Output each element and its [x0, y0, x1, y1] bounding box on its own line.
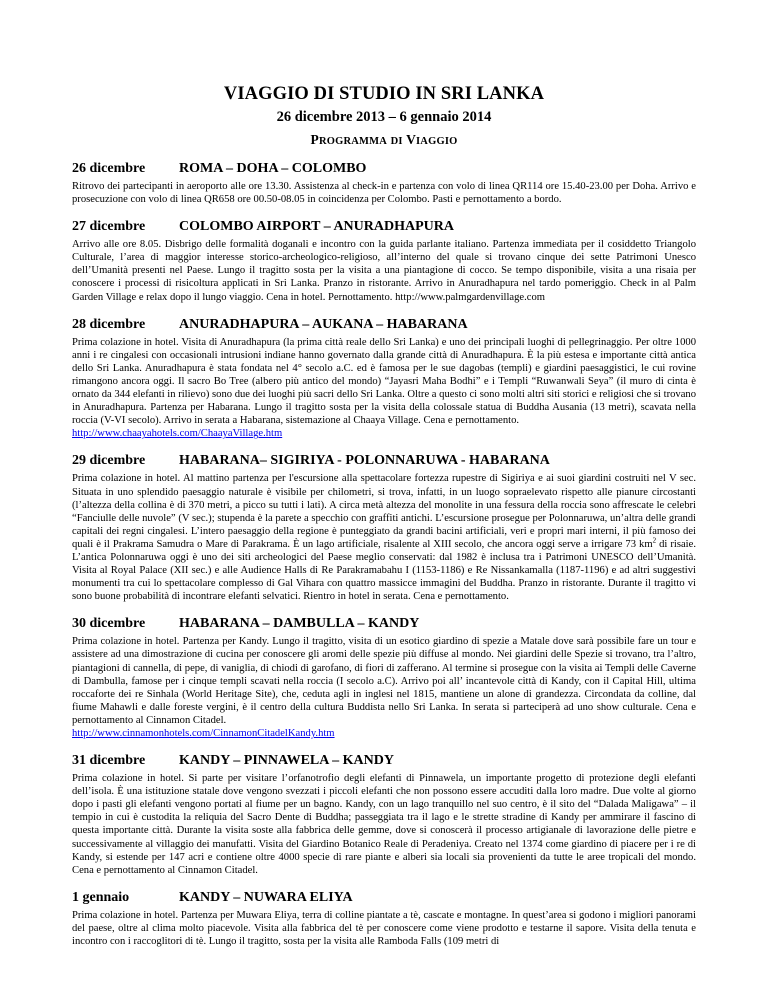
day-description: [72, 336, 696, 441]
day-section-30-dicembre: [72, 615, 696, 740]
day-description: Prima colazione in hotel. Si parte per visitare l’orfanotrofio degli elefanti di Pinnawela, un importante progetto di protezione degli elefanti dell’isola. È una istituzione statale dove vengono svezzati i piccoli elefanti che non possono essere accuditi dalla loro madre. Due volte al giorno dopo i pasti gli elefanti vengono portati al fiume per un bagno. Kandy, con un lago tranquillo nel suo centro, è il sito del “Dalada Maligawa” – il tempio in cui è custodita la reliquia del Sacro Dente di Buddha; passeggiata tra il lago e le strette stradine di Kandy per ammirare il fascino di questa importante città. Durante la visita soste alla fabbrica delle gemme, dove si conoscerà il processo artigianale di lavorazione delle pietre e successivamente al villaggio dei manufatti. Visita del Giardino Botanico Reale di Peradeniya. Creato nel 1374 come giardino di piacere per i re di Kandy, si estende per 147 acri e contiene oltre 4000 specie di rare piante e alberi sia locali sia provenienti da tutte le aree tropicali del mondo. Cena e pernottamento al Cinnamon Citadel.: [72, 773, 696, 876]
day-description-text-b: di risaie. L’antica Polonnaruwa oggi è uno dei siti archeologici del Paese meglio conservati: dal 1982 è inclusa tra i Patrimoni UNESCO dell’Umanità. Visita al Royal Palace (XII sec.) e alle Audience Halls di Re Parakramabahu I (1153-1186) e Re Nissankamalla (1187-1196) e ad altri suggestivi monumenti tra cui lo spettacolare complesso di Gal Vihara con quattro massicce immagini del Buddha. Pranzo in ristorante. Durante il tragitto vi sono buone probabilità di incontrare elefanti selvatici. Rientro in hotel in serata. Cena e pernottamento.: [72, 538, 696, 603]
day-heading: [72, 452, 696, 469]
program-heading: [72, 132, 696, 148]
superscript-2: 2: [652, 536, 657, 545]
program-heading-rogramma: ROGRAMMA: [318, 136, 388, 147]
day-date: 27 dicembre: [72, 219, 146, 235]
document-title: VIAGGIO DI STUDIO IN SRI LANKA: [223, 84, 545, 104]
day-heading: [72, 615, 696, 632]
program-heading-p: P: [310, 132, 319, 147]
day-description: [72, 472, 696, 603]
day-heading: [72, 160, 696, 177]
day-date: 29 dicembre: [72, 453, 146, 469]
day-description: Prima colazione in hotel. Partenza per Muwara Eliya, terra di colline piantate a tè, cascate e montagne. In quest’area si godono i migliori panorami del paese, oltre al clima molto piacevole. Visita alla fabbrica del tè per conoscere come viene prodotto e testarne il sapore. Visita della tenuta e incontro con i raccoglitori di tè. Lungo il tragitto, sosta per la visita alle Ramboda Falls (109 metri di: [72, 909, 696, 948]
day-date: 1 gennaio: [72, 889, 130, 905]
day-section-31-dicembre: [72, 752, 696, 877]
day-route: COLOMBO AIRPORT – ANURADHAPURA: [179, 219, 454, 235]
day-date: 28 dicembre: [72, 316, 146, 332]
day-description: Arrivo alle ore 8.05. Disbrigo delle formalità doganali e incontro con la guida parlante italiano. Partenza immediata per il cosiddetto Triangolo Culturale, l’area di maggior interesse storico-archeologico-religioso, all’interno del quale si trovano cinque dei sette Patrimoni Unesco dell’Umanità presenti nel Paese. Lungo il tragitto sosta per la visita a una piantagione di cocco. Se tempo disponibile, visita a una risaia per conoscere i processi di risicoltura applicati in Sri Lanka. Pranzo in ristorante. Arrivo in Anuradhapura nel tardo pomeriggio. Check in al Palm Garden Village e relax dopo il lungo viaggio. Cena in hotel. Pernottamento. http://www.palmgardenvillage.com: [72, 239, 696, 303]
program-heading-v: V: [406, 132, 417, 147]
day-heading: [72, 218, 696, 235]
day-section-28-dicembre: [72, 316, 696, 441]
day-route: ANURADHAPURA – AUKANA – HABARANA: [179, 316, 468, 332]
document-page: [72, 0, 696, 948]
trip-dates: 26 dicembre 2013 – 6 gennaio 2014: [276, 109, 492, 125]
program-heading-iaggio: IAGGIO: [416, 136, 458, 147]
day-heading: [72, 752, 696, 769]
day-route: HABARANA – DAMBULLA – KANDY: [179, 616, 420, 632]
day-route: KANDY – PINNAWELA – KANDY: [179, 753, 394, 769]
day-date: 26 dicembre: [72, 161, 146, 176]
hotel-link-chaaya-village[interactable]: http://www.chaayahotels.com/ChaayaVillage.htm: [72, 428, 283, 440]
day-description: [72, 635, 696, 740]
program-heading-di: DI: [390, 136, 403, 147]
day-description: Ritrovo dei partecipanti in aeroporto alle ore 13.30. Assistenza al check-in e partenza con volo di linea QR114 ore 15.40-23.00 per Doha. Arrivo e prosecuzione con volo di linea QR658 ore 00.50-08.05 in coincidenza per Colombo. Pasti e pernottamento a bordo.: [72, 181, 696, 206]
day-route: KANDY – NUWARA ELIYA: [179, 889, 353, 905]
day-date: 31 dicembre: [72, 753, 146, 769]
day-description-text-a: Prima colazione in hotel. Al mattino partenza per l'escursione alla spettacolare fortezza rupestre di Sigiriya e ai suoi giardini costruiti nel V sec. Situata in uno splendido paesaggio naturale è visibile per chilometri, si trova, infatti, in un luogo sopraelevato rispetto alle pianure circostanti (l’altezza della collina è di 370 metri, a picco su tutti i lati). A circa metà altezza del monolite in una fessura della roccia sono affrescate le celebri “Fanciulle delle nuvole” (V sec.); stupenda è la parete a specchio con graffiti antichi. L’escursione prosegue per Polonnaruwa, un’altra delle grandi capitali dei regni cingalesi. L’intero paesaggio della regione è punteggiato da grandi bacini artificiali, veri e propri mari interni, il più famoso dei quali è il Prakrama Samudra o Mare di Parakrama. È un lago artificiale, risalente al XIII secolo, che ancora oggi serve a irrigare 73 km: [72, 473, 696, 550]
day-route: ROMA – DOHA – COLOMBO: [179, 161, 367, 176]
day-section-1-gennaio: [72, 889, 696, 948]
day-route: HABARANA– SIGIRIYA - POLONNARUWA - HABARANA: [179, 453, 550, 469]
day-heading: [72, 889, 696, 906]
day-description-text: Prima colazione in hotel. Partenza per Kandy. Lungo il tragitto, visita di un esotico giardino di spezie a Matale dove sarà possibile fare un tour e assistere ad una dimostrazione di cucina per conoscere gli aromi delle spezie più diffuse al mondo. Nei giardini delle Spezie si trovano, tra l’altro, piantagioni di cannella, di pepe, di vaniglia, di chiodi di garofano, di fiori di zafferano. Al termine si prosegue con la visita ai Templi delle Caverne di Dambulla, famose per i cinque templi scavati nella roccia (I secolo a.C). Arrivo poi all’ incantevole città di Kandy, con il Capital Hill, ultima roccaforte dei re Sinhala (World Heritage Site), che, ceduta agli in inglesi nel 1815, mantiene un alone di grandezza. Circondata da colline, dal fiume Mahawli e dalle foreste vergini, è il centro della cultura Buddista nello Sri Lanka. In serata si parteciperà ad uno show culturale. Cena e pernottamento al Cinnamon Citadel.: [72, 636, 696, 726]
day-section-26-dicembre: [72, 160, 696, 206]
day-date: 30 dicembre: [72, 616, 146, 632]
day-heading: [72, 316, 696, 333]
day-description-text: Prima colazione in hotel. Visita di Anuradhapura (la prima città reale dello Sri Lanka) e uno dei principali luoghi di pellegrinaggio. Per oltre 1000 anni i re cingalesi con occasionali intrusioni indiane hanno governato dalla grande città di Anuradhapura. È la più estesa e importante città antica dello Sri Lanka. Anuradhapura è stata fondata nel 4° secolo a.C. ed è famosa per le sue dagobas (templi) e giardini paesaggistici, le cui rovine rimangono ancora oggi. Il sacro Bo Tree (albero più antico del mondo) “Jayasri Maha Bodhi” e i Templi “Ruwanwali Seya” (il muro di cinta è ornato da 344 elefanti in rilievo) sono due dei luoghi più sacri dello Sri Lanka. Oltre a questo ci sono molti altri siti storici e religiosi che si trovano in Anuradhapura. Partenza per Habarana. Lungo il tragitto sosta per la visita della colossale statua di Buddha Ausania (13 metri), scavata nella roccia (V-VI secolo). Arrivo in serata a Habarana, sistemazione al Chaaya Village. Cena e pernottamento.: [72, 336, 697, 427]
day-section-27-dicembre: [72, 218, 696, 303]
hotel-link-cinnamon-citadel[interactable]: http://www.cinnamonhotels.com/CinnamonCitadelKandy.htm: [72, 728, 335, 739]
day-section-29-dicembre: [72, 452, 696, 603]
